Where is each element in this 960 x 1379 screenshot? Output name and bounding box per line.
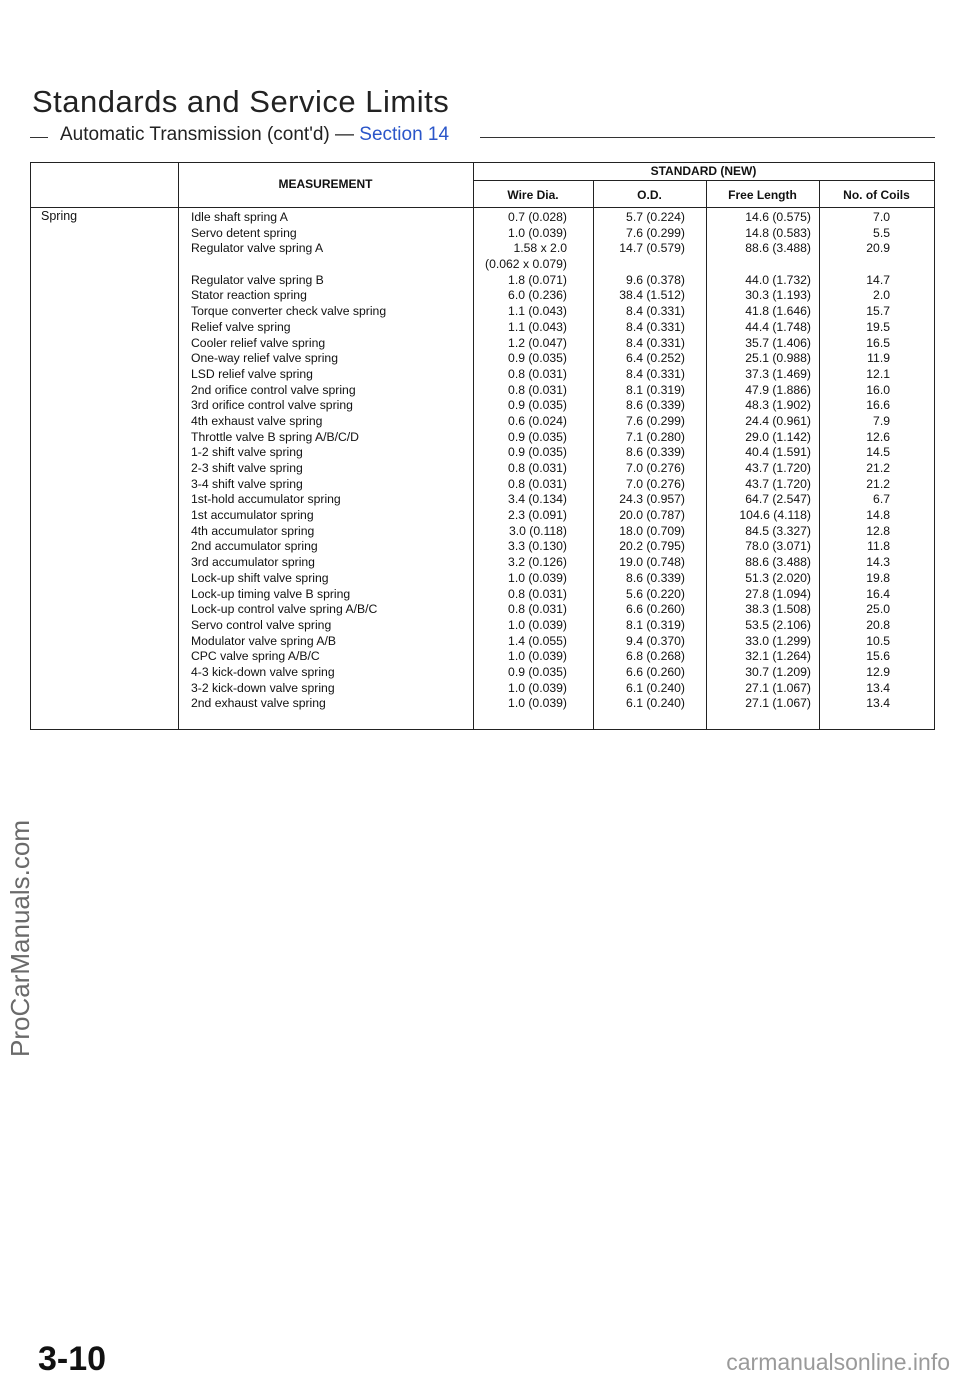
row-od: 8.4 (0.331) bbox=[626, 304, 685, 319]
row-free-length: 41.8 (1.646) bbox=[745, 304, 811, 319]
row-free-length: 48.3 (1.902) bbox=[745, 398, 811, 413]
section-subtitle-row bbox=[30, 124, 935, 150]
row-wire-dia: 1.4 (0.055) bbox=[508, 633, 567, 648]
row-coils: 12.6 bbox=[866, 429, 890, 444]
row-coils: 21.2 bbox=[866, 461, 890, 475]
measurement-column bbox=[191, 210, 471, 712]
row-coils: 15.7 bbox=[866, 304, 890, 319]
row-wire-dia: 0.8 (0.031) bbox=[508, 382, 567, 397]
row-coils: 7.9 bbox=[873, 413, 890, 428]
row-coils: 19.5 bbox=[866, 319, 890, 334]
row-coils: 20.8 bbox=[866, 617, 890, 632]
row-name: Cooler relief valve spring bbox=[191, 335, 326, 350]
row-od: 6.8 (0.268) bbox=[626, 649, 685, 664]
row-free-length: 38.3 (1.508) bbox=[745, 602, 811, 617]
row-od: 6.1 (0.240) bbox=[626, 680, 685, 695]
row-free-length: 88.6 (3.488) bbox=[745, 241, 811, 256]
row-free-length: 51.3 (2.020) bbox=[745, 570, 811, 585]
category-label: Spring bbox=[41, 209, 78, 223]
row-od: 8.4 (0.331) bbox=[626, 319, 685, 334]
row-wire-dia: 1.0 (0.039) bbox=[508, 696, 567, 711]
row-wire-dia: 3.4 (0.134) bbox=[508, 492, 567, 507]
row-od: 8.1 (0.319) bbox=[626, 382, 685, 397]
row-free-length: 27.1 (1.067) bbox=[745, 680, 811, 695]
row-wire-dia: 1.58 x 2.0 bbox=[513, 241, 567, 256]
row-name: One-way relief valve spring bbox=[191, 351, 338, 366]
row-coils: 13.4 bbox=[866, 680, 890, 695]
row-od: 7.6 (0.299) bbox=[626, 413, 685, 428]
row-name: Lock-up shift valve spring bbox=[191, 570, 329, 585]
row-wire-dia: 1.1 (0.043) bbox=[508, 319, 567, 334]
row-coils: 14.3 bbox=[866, 555, 890, 570]
watermark bbox=[5, 820, 45, 1057]
row-od: 9.4 (0.370) bbox=[626, 633, 685, 648]
row-name: LSD relief valve spring bbox=[191, 366, 313, 381]
row-od: 6.6 (0.260) bbox=[626, 664, 685, 679]
row-od: 8.6 (0.339) bbox=[626, 445, 685, 460]
row-name: 2nd accumulator spring bbox=[191, 539, 318, 554]
row-coils: 10.5 bbox=[866, 633, 890, 648]
row-name: CPC valve spring A/B/C bbox=[191, 649, 320, 664]
row-od: 19.0 (0.748) bbox=[619, 555, 685, 570]
row-free-length: 33.0 (1.299) bbox=[745, 633, 811, 648]
spring-spec-table bbox=[30, 162, 935, 730]
row-coils: 14.7 bbox=[866, 272, 890, 287]
row-name: Stator reaction spring bbox=[191, 288, 307, 303]
row-name: Lock-up timing valve B spring bbox=[191, 586, 351, 601]
row-wire-dia: 0.8 (0.031) bbox=[508, 586, 567, 601]
row-free-length: 47.9 (1.886) bbox=[745, 382, 811, 397]
row-coils: 6.7 bbox=[873, 492, 890, 507]
row-od: 6.1 (0.240) bbox=[626, 696, 685, 711]
od-column bbox=[593, 210, 685, 712]
row-coils: 16.6 bbox=[866, 398, 890, 413]
row-od: 8.6 (0.339) bbox=[626, 398, 685, 413]
row-free-length: 37.3 (1.469) bbox=[745, 366, 811, 381]
row-name: 3rd orifice control valve spring bbox=[191, 398, 353, 413]
row-coils: 21.2 bbox=[866, 476, 890, 491]
row-od: 9.6 (0.378) bbox=[626, 272, 685, 287]
row-free-length: 30.7 (1.209) bbox=[745, 664, 811, 679]
header-bottom-rule bbox=[31, 207, 934, 208]
section-subtitle bbox=[60, 124, 449, 146]
row-free-length: 44.0 (1.732) bbox=[745, 272, 811, 287]
row-free-length: 78.0 (3.071) bbox=[745, 539, 811, 554]
row-free-length: 104.6 (4.118) bbox=[739, 508, 811, 523]
row-free-length: 43.7 (1.720) bbox=[745, 476, 811, 491]
row-coils: 16.4 bbox=[866, 586, 890, 601]
row-free-length: 29.0 (1.142) bbox=[745, 429, 811, 444]
row-name: 1st-hold accumulator spring bbox=[191, 492, 341, 507]
row-wire-dia: 0.9 (0.035) bbox=[508, 398, 567, 413]
header-coils: No. of Coils bbox=[843, 188, 910, 202]
col-divider bbox=[178, 163, 179, 729]
row-od bbox=[593, 257, 685, 273]
row-wire-dia: 0.8 (0.031) bbox=[508, 461, 567, 475]
row-name: 2-3 shift valve spring bbox=[191, 461, 303, 475]
row-coils: 2.0 bbox=[873, 288, 890, 303]
row-od: 8.6 (0.339) bbox=[626, 570, 685, 585]
subtitle-tail-rule bbox=[480, 137, 935, 138]
row-name: Lock-up control valve spring A/B/C bbox=[191, 602, 378, 617]
row-od: 8.4 (0.331) bbox=[626, 366, 685, 381]
row-coils: 12.9 bbox=[866, 664, 890, 679]
watermark-text: ProCarManuals.com bbox=[5, 820, 35, 1057]
row-wire-dia: 0.6 (0.024) bbox=[508, 413, 567, 428]
row-coils bbox=[819, 257, 890, 273]
row-free-length: 35.7 (1.406) bbox=[745, 335, 811, 350]
row-wire-dia: 1.0 (0.039) bbox=[508, 617, 567, 632]
wire-dia-column bbox=[475, 210, 567, 712]
header-measurement: MEASUREMENT bbox=[278, 177, 373, 191]
row-od: 18.0 (0.709) bbox=[619, 523, 685, 538]
row-name: Throttle valve B spring A/B/C/D bbox=[191, 429, 359, 444]
row-coils: 13.4 bbox=[866, 696, 890, 711]
row-name: Servo control valve spring bbox=[191, 617, 332, 632]
row-od: 8.1 (0.319) bbox=[626, 617, 685, 632]
row-od: 7.1 (0.280) bbox=[626, 429, 685, 444]
row-free-length: 14.6 (0.575) bbox=[745, 210, 811, 224]
row-od: 5.7 (0.224) bbox=[626, 210, 685, 224]
row-free-length: 40.4 (1.591) bbox=[745, 445, 811, 460]
row-wire-dia: 3.2 (0.126) bbox=[508, 555, 567, 570]
row-free-length: 30.3 (1.193) bbox=[745, 288, 811, 303]
col-divider bbox=[473, 163, 474, 729]
row-coils: 19.8 bbox=[866, 570, 890, 585]
row-free-length: 25.1 (0.988) bbox=[745, 351, 811, 366]
row-od: 6.6 (0.260) bbox=[626, 602, 685, 617]
header-divider bbox=[473, 180, 934, 181]
row-free-length: 32.1 (1.264) bbox=[745, 649, 811, 664]
header-od: O.D. bbox=[637, 188, 662, 202]
row-wire-dia: 1.2 (0.047) bbox=[508, 335, 567, 350]
row-free-length: 84.5 (3.327) bbox=[745, 523, 811, 538]
row-name: Regulator valve spring B bbox=[191, 272, 324, 287]
row-name: Regulator valve spring A bbox=[191, 241, 324, 256]
footer-site-text: carmanualsonline.info bbox=[726, 1349, 950, 1375]
row-name: 4-3 kick-down valve spring bbox=[191, 664, 335, 679]
header-standard: STANDARD (NEW) bbox=[650, 164, 757, 178]
row-wire-dia: (0.062 x 0.079) bbox=[485, 257, 567, 272]
row-od: 24.3 (0.957) bbox=[619, 492, 685, 507]
row-coils: 14.5 bbox=[866, 445, 890, 460]
row-name: 1st accumulator spring bbox=[191, 508, 314, 523]
row-wire-dia: 0.9 (0.035) bbox=[508, 429, 567, 444]
row-coils: 25.0 bbox=[866, 602, 890, 617]
row-od: 7.6 (0.299) bbox=[626, 225, 685, 240]
row-free-length: 53.5 (2.106) bbox=[745, 617, 811, 632]
row-coils: 7.0 bbox=[873, 210, 890, 224]
row-coils: 16.5 bbox=[866, 335, 890, 350]
row-free-length bbox=[706, 257, 811, 273]
row-od: 6.4 (0.252) bbox=[626, 351, 685, 366]
row-free-length: 14.8 (0.583) bbox=[745, 225, 811, 240]
row-name: 3-2 kick-down valve spring bbox=[191, 680, 335, 695]
row-wire-dia: 6.0 (0.236) bbox=[508, 288, 567, 303]
row-free-length: 64.7 (2.547) bbox=[745, 492, 811, 507]
page-number: 3-10 bbox=[38, 1340, 107, 1378]
row-free-length: 44.4 (1.748) bbox=[745, 319, 811, 334]
header-wire-dia: Wire Dia. bbox=[507, 188, 559, 202]
row-od: 5.6 (0.220) bbox=[626, 586, 685, 601]
row-name: Relief valve spring bbox=[191, 319, 291, 334]
page-title: Standards and Service Limits bbox=[32, 84, 450, 119]
row-wire-dia: 0.8 (0.031) bbox=[508, 366, 567, 381]
free-length-column bbox=[706, 210, 811, 712]
row-coils: 11.8 bbox=[867, 539, 890, 554]
row-free-length: 43.7 (1.720) bbox=[745, 461, 811, 475]
row-wire-dia: 0.9 (0.035) bbox=[508, 664, 567, 679]
row-wire-dia: 0.7 (0.028) bbox=[508, 210, 567, 224]
row-od: 20.2 (0.795) bbox=[619, 539, 685, 554]
row-name bbox=[191, 257, 471, 273]
row-name: 3-4 shift valve spring bbox=[191, 476, 303, 491]
row-od: 14.7 (0.579) bbox=[619, 241, 685, 256]
row-free-length: 24.4 (0.961) bbox=[745, 413, 811, 428]
row-coils: 5.5 bbox=[873, 225, 890, 240]
row-wire-dia: 1.1 (0.043) bbox=[508, 304, 567, 319]
row-od: 20.0 (0.787) bbox=[619, 508, 685, 523]
row-name: 3rd accumulator spring bbox=[191, 555, 315, 570]
row-name: Idle shaft spring A bbox=[191, 210, 288, 224]
row-wire-dia: 2.3 (0.091) bbox=[508, 508, 567, 523]
row-coils: 20.9 bbox=[866, 241, 890, 256]
row-coils: 12.8 bbox=[866, 523, 890, 538]
row-od: 7.0 (0.276) bbox=[626, 461, 685, 475]
row-coils: 14.8 bbox=[866, 508, 890, 523]
row-wire-dia: 1.8 (0.071) bbox=[508, 272, 567, 287]
row-free-length: 27.1 (1.067) bbox=[745, 696, 811, 711]
row-wire-dia: 1.0 (0.039) bbox=[508, 570, 567, 585]
row-name: 2nd exhaust valve spring bbox=[191, 696, 326, 711]
row-name: Servo detent spring bbox=[191, 225, 297, 240]
row-name: Modulator valve spring A/B bbox=[191, 633, 336, 648]
row-wire-dia: 3.0 (0.118) bbox=[508, 523, 567, 538]
coils-column bbox=[819, 210, 890, 712]
row-coils: 16.0 bbox=[866, 382, 890, 397]
subtitle-text: Automatic Transmission (cont'd) — bbox=[60, 124, 354, 145]
row-name: Torque converter check valve spring bbox=[191, 304, 387, 319]
row-name: 2nd orifice control valve spring bbox=[191, 382, 356, 397]
row-coils: 15.6 bbox=[866, 649, 890, 664]
row-od: 38.4 (1.512) bbox=[619, 288, 685, 303]
row-od: 8.4 (0.331) bbox=[626, 335, 685, 350]
row-wire-dia: 1.0 (0.039) bbox=[508, 649, 567, 664]
row-wire-dia: 1.0 (0.039) bbox=[508, 225, 567, 240]
row-name: 4th accumulator spring bbox=[191, 523, 315, 538]
header-free-length: Free Length bbox=[728, 188, 797, 202]
section-link[interactable]: Section 14 bbox=[359, 124, 450, 145]
subtitle-lead-rule bbox=[30, 137, 48, 138]
row-wire-dia: 0.8 (0.031) bbox=[508, 602, 567, 617]
row-free-length: 27.8 (1.094) bbox=[745, 586, 811, 601]
row-coils: 11.9 bbox=[867, 351, 890, 366]
row-name: 4th exhaust valve spring bbox=[191, 413, 323, 428]
row-wire-dia: 0.9 (0.035) bbox=[508, 445, 567, 460]
row-name: 1-2 shift valve spring bbox=[191, 445, 303, 460]
row-wire-dia: 0.9 (0.035) bbox=[508, 351, 567, 366]
row-wire-dia: 0.8 (0.031) bbox=[508, 476, 567, 491]
row-coils: 12.1 bbox=[866, 366, 890, 381]
row-wire-dia: 3.3 (0.130) bbox=[508, 539, 567, 554]
row-wire-dia: 1.0 (0.039) bbox=[508, 680, 567, 695]
row-free-length: 88.6 (3.488) bbox=[745, 555, 811, 570]
row-od: 7.0 (0.276) bbox=[626, 476, 685, 491]
